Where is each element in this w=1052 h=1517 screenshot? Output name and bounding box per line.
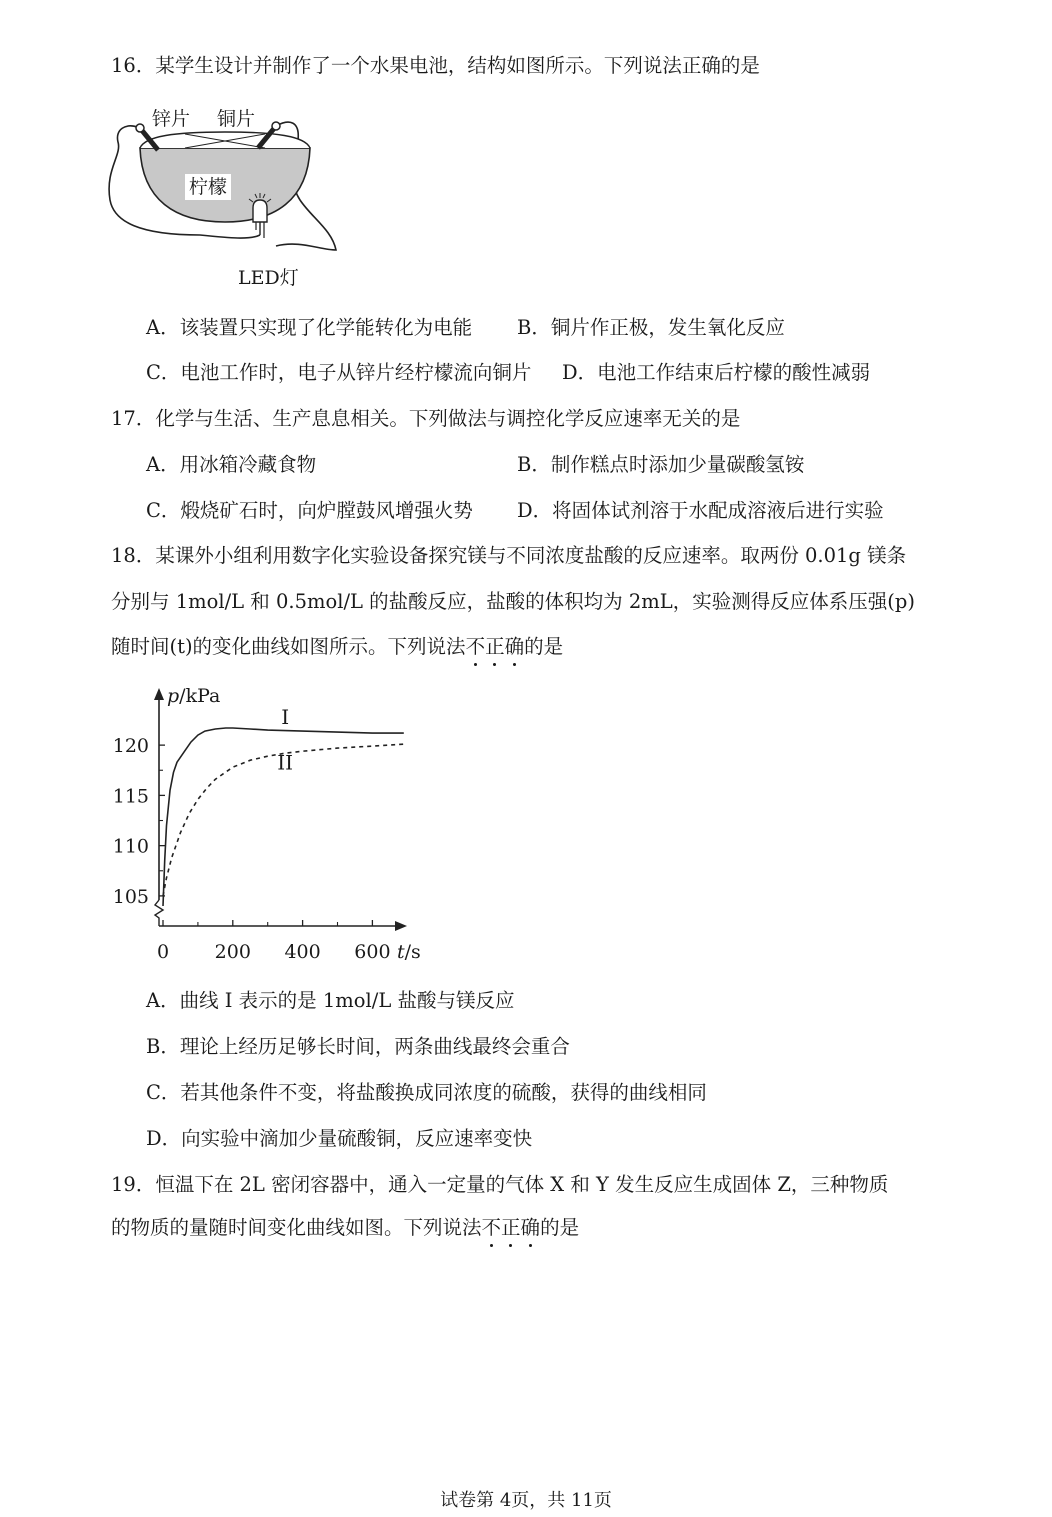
- x-tick-label: 400: [284, 941, 321, 963]
- led-label: LED灯: [238, 267, 299, 289]
- emphasis-char: 确: [520, 1216, 541, 1239]
- y-tick-label: 110: [112, 835, 149, 858]
- q17-option-c: C．煅烧矿石时，向炉膛鼓风增强火势: [146, 499, 473, 522]
- series-label: I: [281, 705, 290, 730]
- q18-stem-line3: 随时间(t)的变化曲线如图所示。下列说法不正确的是: [111, 635, 564, 658]
- emphasis-char: 正: [501, 1216, 521, 1239]
- y-axis-arrow: [154, 688, 164, 700]
- emphasis-char: 正: [485, 635, 505, 658]
- q18-option-a: A．曲线 I 表示的是 1mol/L 盐酸与镁反应: [146, 989, 515, 1012]
- q16-option-c: C．电池工作时，电子从锌片经柠檬流向铜片: [146, 361, 532, 384]
- y-axis-label: p/kPa: [167, 685, 221, 707]
- q17-stem: 17．化学与生活、生产息息相关。下列做法与调控化学反应速率无关的是: [111, 407, 741, 430]
- x-tick-label: 200: [214, 941, 251, 963]
- fruit-battery-figure: [100, 100, 340, 295]
- q17-option-b: B．制作糕点时添加少量碳酸氢铵: [517, 453, 805, 476]
- q16-stem: 16．某学生设计并制作了一个水果电池，结构如图所示。下列说法正确的是: [111, 54, 760, 77]
- y-tick-label: 115: [112, 785, 149, 808]
- q18-option-d: D．向实验中滴加少量硫酸铜，反应速率变快: [146, 1127, 533, 1150]
- page-footer: 试卷第 4页，共 11页: [440, 1490, 612, 1511]
- q17-option-a: A．用冰箱冷藏食物: [146, 453, 317, 476]
- y-tick-label: 120: [112, 735, 149, 758]
- x-axis-label: t/s: [397, 941, 421, 963]
- emphasis-char: 不: [465, 635, 486, 658]
- q16-option-b: B．铜片作正极，发生氧化反应: [517, 316, 785, 339]
- q19-stem-line1: 19．恒温下在 2L 密闭容器中，通入一定量的气体 X 和 Y 发生反应生成固体 Z，三种物质: [111, 1173, 889, 1196]
- q17-option-d: D．将固体试剂溶于水配成溶液后进行实验: [517, 499, 884, 522]
- q18-stem-line2: 分别与 1mol/L 和 0.5mol/L 的盐酸反应，盐酸的体积均为 2mL，实验测得反应体系压强(p): [111, 590, 915, 613]
- pressure-time-chart: [105, 680, 425, 970]
- copper-label: 铜片: [217, 108, 256, 130]
- x-tick-label: 600: [354, 941, 391, 963]
- q18-option-b: B．理论上经历足够长时间，两条曲线最终会重合: [146, 1035, 570, 1058]
- q19-stem-line2: 的物质的量随时间变化曲线如图。下列说法不正确的是: [111, 1216, 580, 1239]
- q16-option-a: A．该装置只实现了化学能转化为电能: [146, 316, 473, 339]
- q18-option-c: C．若其他条件不变，将盐酸换成同浓度的硫酸，获得的曲线相同: [146, 1081, 707, 1104]
- x-axis-arrow: [395, 921, 407, 931]
- emphasis-char: 不: [481, 1216, 502, 1239]
- q16-option-d: D．电池工作结束后柠檬的酸性减弱: [562, 361, 871, 384]
- series-label: II: [277, 750, 294, 775]
- y-tick-label: 105: [112, 885, 149, 908]
- emphasis-char: 确: [504, 635, 525, 658]
- q18-stem-line1: 18．某课外小组利用数字化实验设备探究镁与不同浓度盐酸的反应速率。取两份 0.01g 镁条: [111, 544, 907, 567]
- y-axis-break: [155, 900, 163, 926]
- x-tick-label: 0: [156, 941, 170, 963]
- zinc-label: 锌片: [152, 108, 191, 130]
- lemon-label: 柠檬: [188, 176, 228, 198]
